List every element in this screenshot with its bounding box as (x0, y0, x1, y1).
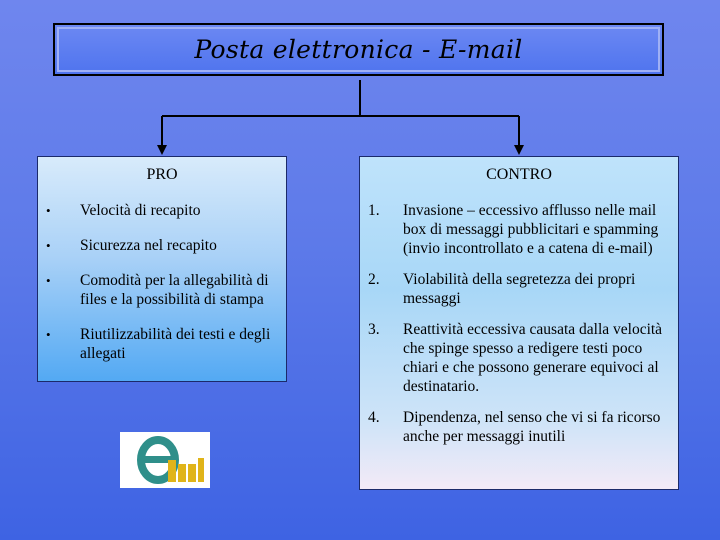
pro-item (46, 271, 280, 309)
arrow-pro-icon (157, 145, 167, 155)
connector-lines (0, 0, 720, 160)
page-title: Posta elettronica - E-mail (194, 35, 523, 64)
item-number: 3. (368, 321, 380, 338)
pro-item (46, 201, 280, 220)
arrow-contro-icon (514, 145, 524, 155)
bullet: • (46, 238, 51, 253)
item-number: 1. (368, 202, 380, 219)
pro-item-text: Velocità di recapito (80, 202, 201, 219)
pro-header: PRO (146, 166, 178, 183)
email-logo (120, 432, 210, 488)
pro-panel (37, 156, 287, 382)
item-number: 4. (368, 409, 380, 426)
email-logo-icon (120, 432, 210, 488)
bullet: • (46, 273, 51, 288)
contro-item (368, 320, 675, 396)
pro-item (46, 325, 280, 363)
pro-item-text: Sicurezza nel recapito (80, 237, 217, 254)
contro-item-text: Reattività eccessiva causata dalla velocità che spinge spesso a redigere testi poco chiari e che possono generare equivoci al destinatario. (403, 321, 663, 395)
contro-item-text: Violabilità della segretezza dei propri messaggi (403, 271, 636, 307)
contro-item-text: Invasione – eccessivo afflusso nelle mail box di messaggi pubblicitari e spamming (invio incontrollato e a catena di e-mail) (403, 202, 659, 257)
pro-item-text: Comodità per la allegabilità di files e la possibilità di stampa (80, 272, 269, 308)
contro-item-text: Dipendenza, nel senso che vi si fa ricorso anche per messaggi inutili (403, 409, 661, 445)
pro-list (38, 201, 286, 363)
contro-item (368, 408, 675, 446)
bullet: • (46, 327, 51, 342)
contro-list (360, 201, 678, 446)
contro-item (368, 270, 675, 308)
contro-header: CONTRO (486, 166, 552, 183)
pro-item (46, 236, 280, 255)
contro-item (368, 201, 675, 258)
bullet: • (46, 203, 51, 218)
pro-item-text: Riutilizzabilità dei testi e degli allegati (80, 326, 271, 362)
item-number: 2. (368, 271, 380, 288)
contro-panel (359, 156, 679, 490)
